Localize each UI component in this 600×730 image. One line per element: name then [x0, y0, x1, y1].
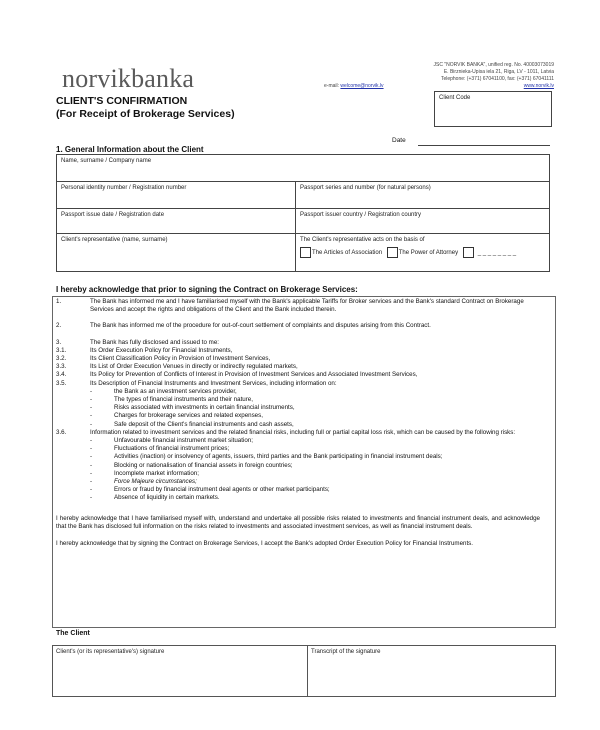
articles-checkbox[interactable] — [300, 247, 311, 258]
website-link[interactable]: www.norvik.lv — [523, 83, 554, 89]
passport-issuer-field[interactable] — [296, 209, 550, 234]
passport-series-field[interactable] — [296, 182, 550, 209]
signature-transcript-label: Transcript of the signature — [311, 649, 381, 655]
bullet-item: - Force Majeure circumstances; — [90, 478, 197, 486]
list-item: 3.4. Its Policy for Prevention of Conflicts of Interest in Provision of Investment Services and Associated Investment Services, — [56, 371, 418, 379]
personal-id-label: Personal identity number / Registration number — [61, 185, 187, 191]
email-label: e-mail: — [324, 83, 340, 89]
bullet-item: - Charges for brokerage services and related expenses, — [90, 412, 263, 420]
passport-issue-date-field[interactable] — [57, 209, 296, 234]
client-signature-label: Client's (or its representative's) signature — [56, 649, 165, 655]
passport-issuer-label: Passport issuer country / Registration country — [300, 212, 422, 218]
other-basis-blank: _ _ _ _ _ _ _ _ — [477, 250, 517, 257]
bank-address-block — [324, 62, 554, 90]
policy-acknowledgement-paragraph: I hereby acknowledge that by signing the Contract on Brokerage Services, I accept the Bank's adopted Order Execution Policy for Financial Instruments. — [56, 539, 473, 547]
other-basis-checkbox[interactable] — [463, 247, 474, 258]
document-subtitle: (For Receipt of Brokerage Services) — [56, 108, 235, 120]
acknowledge-list — [56, 298, 540, 548]
personal-id-field[interactable] — [57, 182, 296, 209]
risk-acknowledgement-paragraph: I hereby acknowledge that I have familiarised myself with, understand and undertake all possible risks related to investments and financial instrument deals, and acknowledge that the Bank has disclosed full information on the risks related to investments and associated investment services, as well as financial instrument deals. — [56, 514, 540, 530]
articles-label: The Articles of Association — [312, 250, 383, 257]
list-item: 2. The Bank has informed me of the procedure for out-of-court settlement of complaints and disputes arising from this Contract. — [56, 322, 431, 330]
client-signature-field[interactable] — [53, 646, 308, 697]
poa-checkbox[interactable] — [387, 247, 398, 258]
bullet-item: - the Bank as an investment services provider, — [90, 387, 237, 395]
client-code-label: Client Code — [439, 95, 471, 101]
poa-label: The Power of Attorney — [398, 250, 459, 257]
name-label: Name, surname / Company name — [61, 158, 152, 164]
client-code-field[interactable] — [434, 91, 552, 127]
bullet-item: - Safe deposit of the Client's financial instruments and cash assets, — [90, 420, 294, 428]
list-item: 3.1. Its Order Execution Policy for Financial Instruments, — [56, 346, 233, 354]
acts-basis-options — [300, 247, 545, 258]
bullet-item: - The types of financial instruments and their nature, — [90, 396, 253, 404]
name-field[interactable] — [57, 155, 550, 182]
list-item: 3.2. Its Client Classification Policy in Provision of Investment Services, — [56, 355, 271, 363]
general-info-table — [56, 154, 550, 272]
address-line-2: E. Birznieka-Upisa iela 21, Riga, LV - 1011, Latvia — [443, 69, 554, 75]
list-item: 1. The Bank has informed me and I have familiarised myself with the Bank's applicable Tariffs for Broker services and the Bank's standard Contract on Brokerage Services and accept the rights and obligations of the Client and the Bank included therein. — [56, 298, 524, 314]
bullet-item: - Absence of liquidity in certain markets. — [90, 494, 220, 502]
list-item: 3.3. Its List of Order Execution Venues in directly or indirectly regulated markets, — [56, 363, 298, 371]
list-item: 3.6. Information related to investment services and the related financial risks, including full or partial capital loss risk, which can be caused by the following risks: — [56, 428, 516, 436]
date-field[interactable] — [418, 145, 550, 146]
acts-basis-label: The Client's representative acts on the basis of — [300, 237, 425, 243]
address-line-3: Telephone: (+371) 67041100, fax: (+371) 67041111 — [440, 76, 554, 82]
address-line-1: JSC "NORVIK BANKA", unified reg. No. 40003073019 — [433, 62, 554, 68]
bullet-item: - Activities (inaction) or insolvency of agents, issuers, third parties and the Bank participating in financial instrument deals; — [90, 453, 443, 461]
general-info-heading: 1. General Information about the Client — [56, 145, 204, 154]
bank-logo: norvikbanka — [62, 64, 195, 93]
contact-row — [324, 83, 554, 90]
acknowledge-heading: I hereby acknowledge that prior to signing the Contract on Brokerage Services: — [56, 285, 358, 294]
passport-series-label: Passport series and number (for natural persons) — [300, 185, 431, 191]
bullet-item: - Blocking or nationalisation of financial assets in foreign countries; — [90, 461, 293, 469]
bullet-item: - Risks associated with investments in certain financial instruments, — [90, 404, 295, 412]
representative-field[interactable] — [57, 234, 296, 272]
bullet-item: - Errors or fraud by financial instrument deal agents or other market participants; — [90, 486, 330, 494]
list-item: 3. The Bank has fully disclosed and issued to me: — [56, 338, 219, 346]
date-label: Date — [392, 137, 406, 144]
bullet-item: - Unfavourable financial instrument market situation; — [90, 437, 253, 445]
list-item: 3.5. Its Description of Financial Instruments and Investment Services, including information on: — [56, 379, 337, 387]
bullet-item: - Incomplete market information; — [90, 469, 199, 477]
signature-transcript-field[interactable] — [308, 646, 556, 697]
email-link[interactable]: welcome@norvik.lv — [340, 83, 384, 89]
acts-basis-cell — [296, 234, 550, 272]
bullet-item: - Fluctuations of financial instrument prices; — [90, 445, 230, 453]
signature-table — [52, 645, 556, 697]
passport-issue-date-label: Passport issue date / Registration date — [61, 212, 165, 218]
client-signature-heading: The Client — [56, 630, 90, 637]
document-title: CLIENT'S CONFIRMATION — [56, 95, 188, 107]
representative-label: Client's representative (name, surname) — [61, 237, 168, 243]
